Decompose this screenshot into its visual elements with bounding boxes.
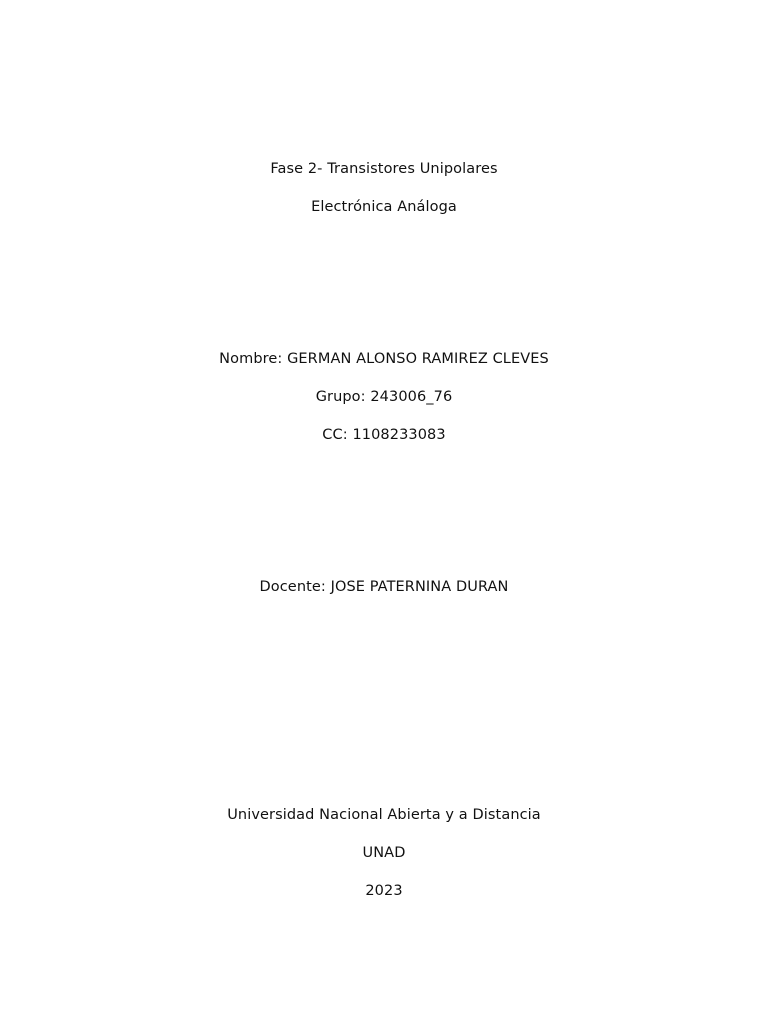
institution-name: Universidad Nacional Abierta y a Distancia xyxy=(227,807,541,823)
student-id: CC: 1108233083 xyxy=(322,427,446,443)
phase-title: Fase 2- Transistores Unipolares xyxy=(270,161,498,177)
teacher-name: Docente: JOSE PATERNINA DURAN xyxy=(259,579,509,595)
document-year: 2023 xyxy=(365,883,403,899)
student-name: Nombre: GERMAN ALONSO RAMIREZ CLEVES xyxy=(219,351,549,367)
course-title: Electrónica Análoga xyxy=(311,199,457,215)
institution-acronym: UNAD xyxy=(362,845,406,861)
student-group: Grupo: 243006_76 xyxy=(315,389,453,405)
